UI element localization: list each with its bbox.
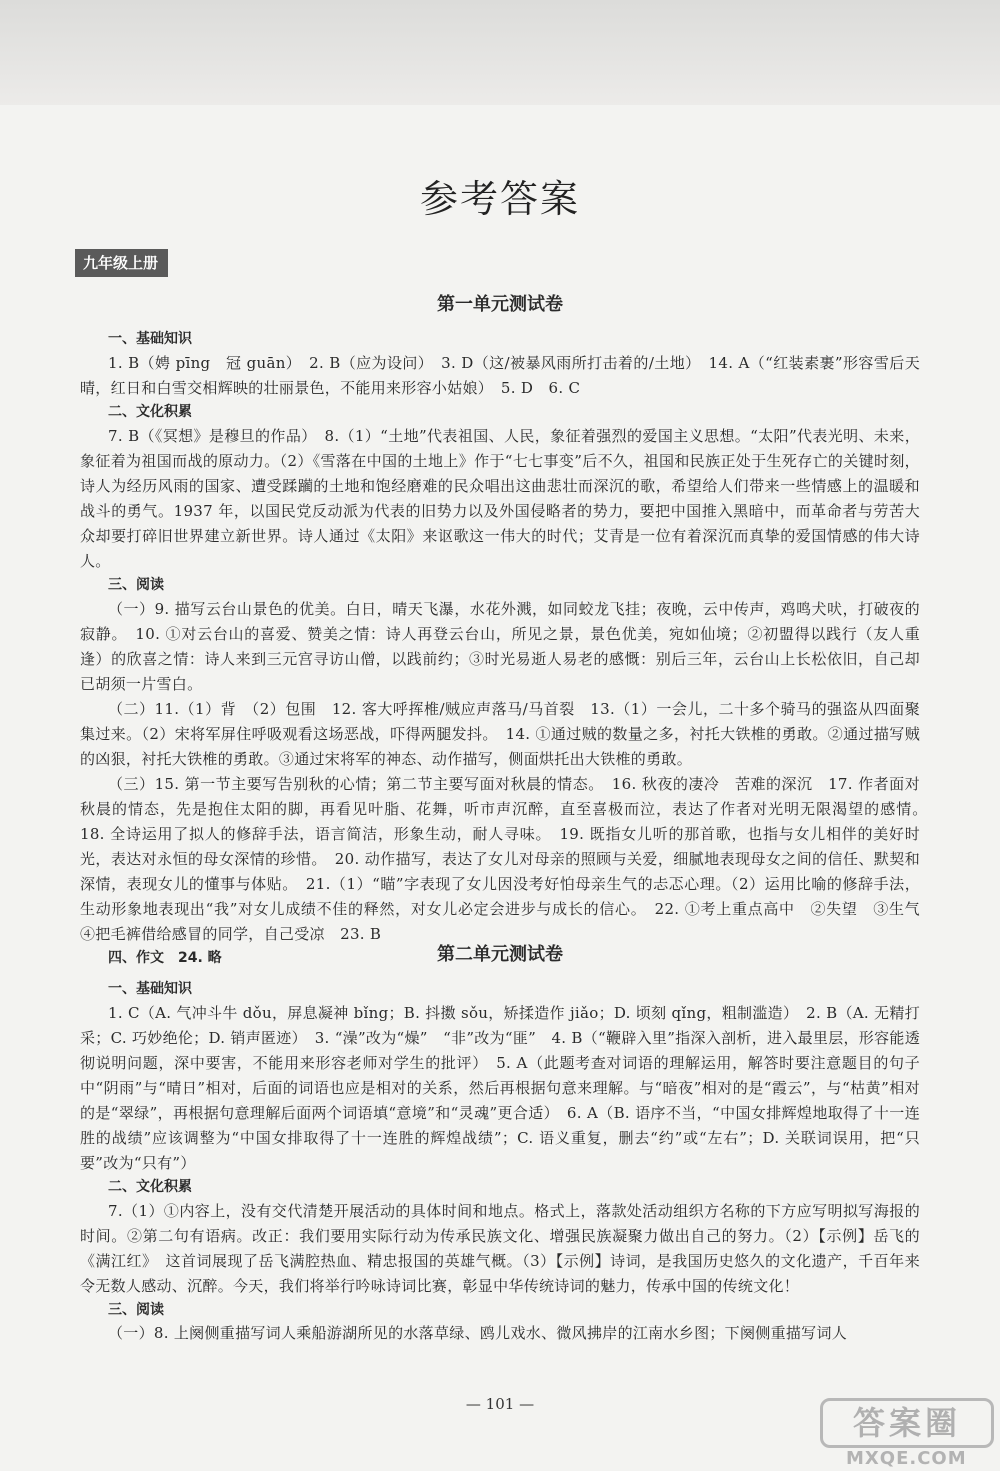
unit-2-heading-reading: 三、阅读 <box>108 1302 164 1318</box>
unit-2-section <box>80 942 920 1345</box>
unit-2-heading-basic: 一、基础知识 <box>108 981 192 997</box>
watermark-url: MXQE.COM <box>846 1448 967 1469</box>
unit-1-reading-part-2: （二）11.（1）背 （2）包围 12. 客大呼挥椎/贼应声落马/马首裂 13.（1）一会儿，二十多个骑马的强盗从四面聚集过来。（2）宋将军屏住呼吸观看这场恶战，吓得两腿发抖。 14. ①通过贼的数量之多，衬托大铁椎的勇敢。②通过描写贼的凶狠，衬托大铁椎的勇敢。③通过宋将军的神态、动作描写，侧面烘托出大铁椎的勇敢。 <box>80 700 920 768</box>
unit-1-title: 第一单元测试卷 <box>437 294 563 315</box>
unit-2-title: 第二单元测试卷 <box>437 944 563 965</box>
unit-1-reading-part-1: （一）9. 描写云台山景色的优美。白日，晴天飞瀑，水花外溅，如同蛟龙飞挂；夜晚，云中传声，鸡鸣犬吠，打破夜的寂静。 10. ①对云台山的喜爱、赞美之情：诗人再登云台山，所见之景，景色优美，宛如仙境；②初盟得以践行（友人重逢）的欣喜之情：诗人来到三元宫寻访山僧，以践前约；③时光易逝人易老的感慨：别后三年，云台山上长松依旧，自己却已胡须一片雪白。 <box>80 600 920 693</box>
unit-2-culture-answers: 7.（1）①内容上，没有交代清楚开展活动的具体时间和地点。格式上，落款处活动组织方名称的下方应写明拟写海报的时间。②第二句有语病。改正：我们要用实际行动为传承民族文化、增强民族凝聚力做出自己的努力。（2）【示例】岳飞的《满江红》 这首词展现了岳飞满腔热血、精忠报国的英雄气概。（3）【示例】诗词，是我国历史悠久的文化遗产，千百年来令无数人感动、沉醉。今天，我们将举行吟咏诗词比赛，彰显中华传统诗词的魅力，传承中国的传统文化！ <box>80 1202 920 1295</box>
unit-1-reading-part-3: （三）15. 第一节主要写告别秋的心情；第二节主要写面对秋晨的情态。 16. 秋夜的凄冷 苦难的深沉 17. 作者面对秋晨的情态，先是抱住太阳的脚，再看见叶脂、花舞，听市声沉醉，直至喜极而泣，表达了作者对光明无限渴望的感情。 18. 全诗运用了拟人的修辞手法，语言简洁，形象生动，耐人寻味。 19. 既指女儿听的那首歌，也指与女儿相伴的美好时光，表达对永恒的母女深情的珍惜。 20. 动作描写，表达了女儿对母亲的照顾与关爱，细腻地表现母女之间的信任、默契和深情，表现女儿的懂事与体贴。 21.（1）“瞄”字表现了女儿因没考好怕母亲生气的忐忑心理。（2）运用比喻的修辞手法，生动形象地表现出“我”对女儿成绩不佳的释然，对女儿必定会进步与成长的信心。 22. ①考上重点高中 ②失望 ③生气 ④把毛裤借给感冒的同学，自己受凉 23. B <box>80 775 936 943</box>
unit-1-culture-answers: 7. B（《冥想》是穆旦的作品） 8.（1）“土地”代表祖国、人民，象征着强烈的爱国主义思想。“太阳”代表光明、未来，象征着为祖国而战的原动力。（2）《雪落在中国的土地上》作于“七七事变”后不久，祖国和民族正处于生死存亡的关键时刻，诗人为经历风雨的国家、遭受蹂躏的土地和饱经磨难的民众唱出这曲悲壮而深沉的歌，希望给人们带来一些情感上的温暖和战斗的勇气。1937 年，以国民党反动派为代表的旧势力以及外国侵略者的势力，要把中国推入黑暗中，而革命者与劳苦大众却要打碎旧世界建立新世界。诗人通过《太阳》来讴歌这一伟大的时代；艾青是一位有着深沉而真挚的爱国情感的伟大诗人。 <box>80 427 920 570</box>
unit-1-heading-reading: 三、阅读 <box>108 577 164 593</box>
unit-1-basic-answers: 1. B（娉 pīng 冠 guān） 2. B（应为设问） 3. D（这/被暴风雨所打击着的/土地） 14. A（“红装素裹”形容雪后天晴，红日和白雪交相辉映的壮丽景色，不能用来形容小姑娘） 5. D 6. C <box>80 354 920 397</box>
unit-2-basic-answers: 1. C（A. 气冲斗牛 dǒu，屏息凝神 bǐng；B. 抖擞 sǒu，矫揉造作 jiǎo；D. 顷刻 qǐng，粗制滥造） 2. B（A. 无精打采；C. 巧妙绝伦；D. 销声匿迹） 3. “澡”改为“燥” “非”改为“匪” 4. B（“鞭辟入里”指深入剖析，进入最里层，形容能透彻说明问题，深中要害，不能用来形容老师对学生的批评） 5. A（此题考查对词语的理解运用，解答时要注意题目的句子中“阴雨”与“晴日”相对，后面的词语也应是相对的关系，然后再根据句意来理解。与“暗夜”相对的是“霞云”，与“枯黄”相对的是“翠绿”，再根据句意理解后面两个词语填“意境”和“灵魂”更合适） 6. A（B. 语序不当，“中国女排辉煌地取得了十一连胜的战绩”应该调整为“中国女排取得了十一连胜的辉煌战绩”；C. 语义重复，删去“约”或“左右”；D. 关联词误用，把“只要”改为“只有”） <box>80 1004 920 1172</box>
page-title: 参考答案 <box>419 177 580 221</box>
unit-1-heading-basic: 一、基础知识 <box>108 331 192 347</box>
watermark-logo <box>820 1398 994 1448</box>
watermark-logo-text: 答案圈 <box>820 1398 994 1448</box>
unit-1-heading-essay: 四、作文 24. 略 <box>108 950 222 966</box>
scan-top-shade <box>0 0 1000 105</box>
unit-2-heading-culture: 二、文化积累 <box>108 1179 192 1195</box>
unit-1-heading-culture: 二、文化积累 <box>108 404 192 420</box>
grade-tag: 九年级上册 <box>75 249 168 277</box>
unit-1-section <box>80 292 936 970</box>
page-number: — 101 — <box>465 1395 535 1413</box>
unit-2-reading-part-1: （一）8. 上阕侧重描写词人乘船游湖所见的水落草绿、鸥儿戏水、微风拂岸的江南水乡图；下阕侧重描写词人 <box>108 1324 848 1342</box>
